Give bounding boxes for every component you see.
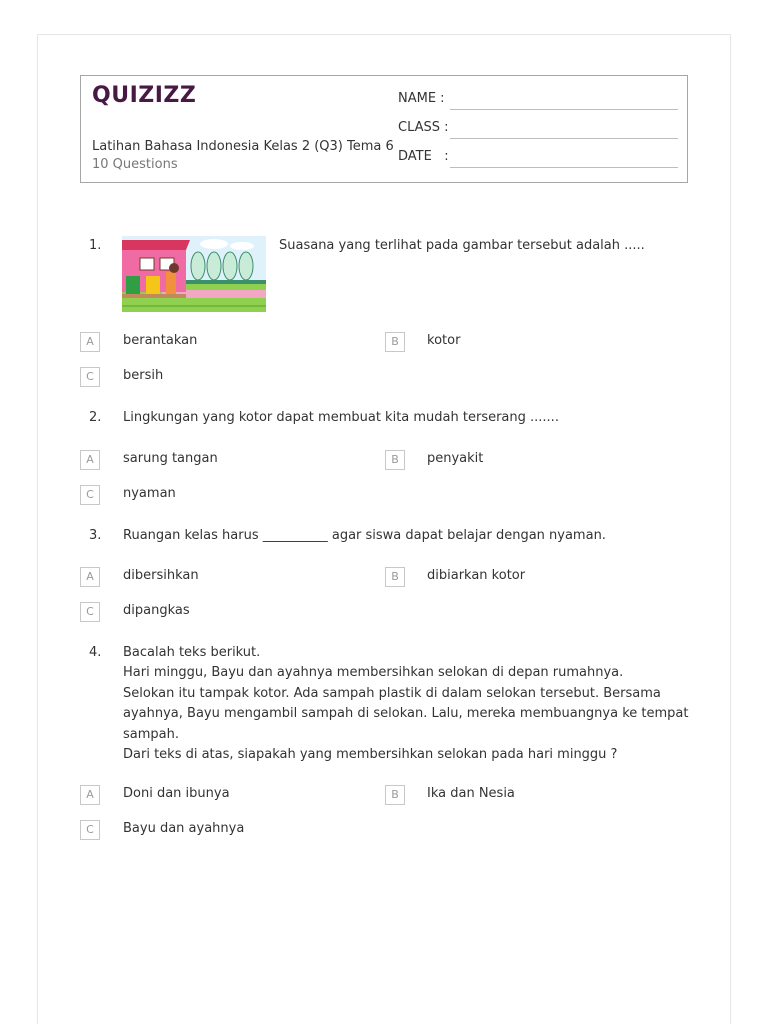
option-c-box[interactable]: C xyxy=(80,820,100,840)
class-field[interactable] xyxy=(450,138,678,139)
passage-line: Dari teks di atas, siapakah yang membersihkan selokan pada hari minggu ? xyxy=(123,747,618,763)
option-c-text: bersih xyxy=(123,368,164,383)
option-a-box[interactable]: A xyxy=(80,450,100,470)
question-number: 3. xyxy=(89,528,102,543)
option-b-box[interactable]: B xyxy=(385,450,405,470)
option-c-box[interactable]: C xyxy=(80,485,100,505)
name-field[interactable] xyxy=(450,109,678,110)
class-label: CLASS : xyxy=(398,120,449,135)
option-b-box[interactable]: B xyxy=(385,332,405,352)
passage-line: ayahnya, Bayu mengambil sampah di selokan. Lalu, mereka membuangnya ke tempat xyxy=(123,706,689,722)
passage-line: sampah. xyxy=(123,726,179,742)
quizizz-logo: QUIZIZZ xyxy=(92,83,197,108)
question-number: 2. xyxy=(89,410,102,425)
passage-line: Selokan itu tampak kotor. Ada sampah plastik di dalam selokan tersebut. Bersama xyxy=(123,685,661,701)
option-a-box[interactable]: A xyxy=(80,785,100,805)
option-b-text: penyakit xyxy=(427,451,484,466)
option-b-text: kotor xyxy=(427,333,461,348)
question-text: Suasana yang terlihat pada gambar tersebut adalah ..... xyxy=(279,238,645,253)
question-number: 4. xyxy=(89,645,102,660)
option-b-box[interactable]: B xyxy=(385,567,405,587)
passage-line: Hari minggu, Bayu dan ayahnya membersihkan selokan di depan rumahnya. xyxy=(123,665,624,681)
option-b-box[interactable]: B xyxy=(385,785,405,805)
option-c-box[interactable]: C xyxy=(80,602,100,622)
date-field[interactable] xyxy=(450,167,678,168)
option-a-text: sarung tangan xyxy=(123,451,218,466)
option-c-box[interactable]: C xyxy=(80,367,100,387)
option-c-text: Bayu dan ayahnya xyxy=(123,821,245,836)
option-c-text: dipangkas xyxy=(123,603,190,618)
passage-line: Bacalah teks berikut. xyxy=(123,645,261,660)
option-a-box[interactable]: A xyxy=(80,567,100,587)
worksheet-header xyxy=(80,75,688,183)
option-b-text: dibiarkan kotor xyxy=(427,568,526,583)
option-a-text: berantakan xyxy=(123,333,198,348)
question-number: 1. xyxy=(89,238,102,253)
option-b-text: Ika dan Nesia xyxy=(427,786,515,801)
option-a-text: Doni dan ibunya xyxy=(123,786,230,801)
question-passage xyxy=(123,643,693,765)
date-label: DATE : xyxy=(398,149,449,164)
question-illustration xyxy=(122,236,266,312)
name-label: NAME : xyxy=(398,91,445,106)
option-c-text: nyaman xyxy=(123,486,176,501)
option-a-text: dibersihkan xyxy=(123,568,199,583)
question-text: Lingkungan yang kotor dapat membuat kita mudah terserang ....... xyxy=(123,410,559,425)
question-text: Ruangan kelas harus __________ agar siswa dapat belajar dengan nyaman. xyxy=(123,528,606,543)
question-count: 10 Questions xyxy=(92,157,178,172)
quiz-title: Latihan Bahasa Indonesia Kelas 2 (Q3) Tema 6 xyxy=(92,139,394,154)
option-a-box[interactable]: A xyxy=(80,332,100,352)
